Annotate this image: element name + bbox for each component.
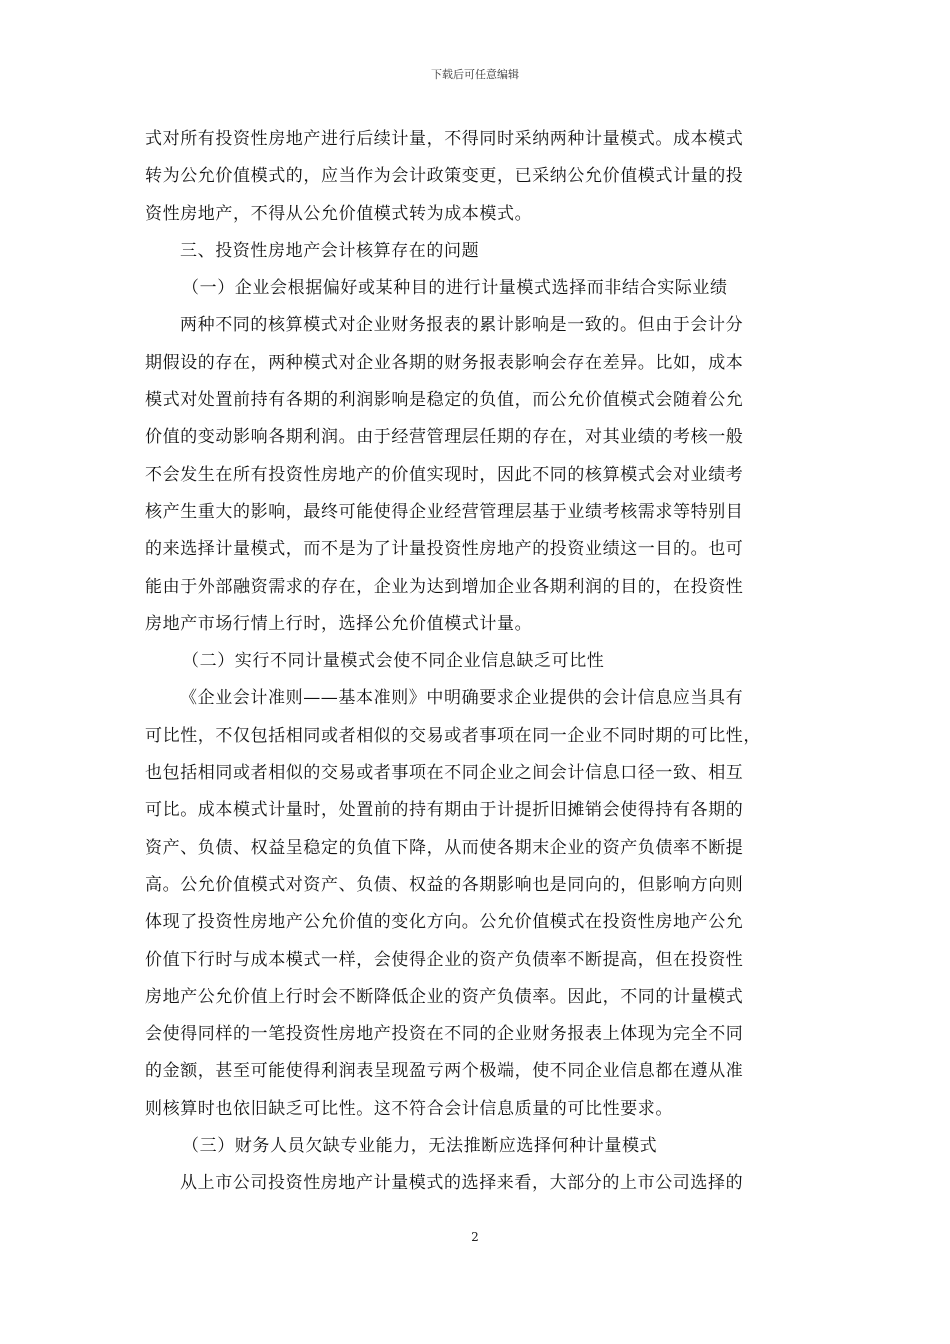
- body-line: 房地产公允价值上行时会不断降低企业的资产负债率。因此，不同的计量模式: [145, 986, 744, 1007]
- page-number: 2: [471, 1230, 479, 1244]
- paragraph-start: 从上市公司投资性房地产计量模式的选择来看，大部分的上市公司选择的: [180, 1173, 744, 1194]
- body-line: 式对所有投资性房地产进行后续计量，不得同时采纳两种计量模式。成本模式: [145, 129, 744, 149]
- body-line: 房地产市场行情上行时，选择公允价值模式计量。: [145, 613, 533, 634]
- section-heading: 三、投资性房地产会计核算存在的问题: [180, 240, 480, 261]
- body-line: 高。公允价值模式对资产、负债、权益的各期影响也是同向的，但影响方向则: [145, 874, 744, 895]
- body-line: 也包括相同或者相似的交易或者事项在不同企业之间会计信息口径一致、相互: [145, 763, 744, 784]
- subsection-heading: （一）企业会根据偏好或某种目的进行计量模式选择而非结合实际业绩: [182, 278, 728, 299]
- body-line: 价值下行时与成本模式一样，会使得企业的资产负债率不断提高，但在投资性: [145, 949, 744, 970]
- page-header: 下载后可任意编辑: [431, 68, 519, 81]
- subsection-heading: （三）财务人员欠缺专业能力，无法推断应选择何种计量模式: [182, 1136, 658, 1157]
- body-line: 期假设的存在，两种模式对企业各期的财务报表影响会存在差异。比如，成本: [145, 352, 744, 373]
- body-line: 核产生重大的影响，最终可能使得企业经营管理层基于业绩考核需求等特别目: [145, 501, 744, 522]
- body-line: 的来选择计量模式，而不是为了计量投资性房地产的投资业绩这一目的。也可: [145, 539, 744, 560]
- subsection-heading: （二）实行不同计量模式会使不同企业信息缺乏可比性: [182, 651, 605, 672]
- body-line: 则核算时也依旧缺乏可比性。这不符合会计信息质量的可比性要求。: [145, 1098, 673, 1119]
- body-line: 转为公允价值模式的，应当作为会计政策变更，已采纳公允价值模式计量的投: [145, 166, 744, 187]
- body-line: 能由于外部融资需求的存在，企业为达到增加企业各期利润的目的，在投资性: [145, 576, 744, 597]
- body-line: 体现了投资性房地产公允价值的变化方向。公允价值模式在投资性房地产公允: [145, 912, 744, 933]
- paragraph-start: 《企业会计准则——基本准则》中明确要求企业提供的会计信息应当具有: [180, 688, 744, 709]
- body-line: 的金额，甚至可能使得利润表呈现盈亏两个极端，使不同企业信息都在遵从准: [145, 1061, 744, 1082]
- body-line: 模式对处置前持有各期的利润影响是稳定的负值，而公允价值模式会随着公允: [145, 390, 744, 411]
- body-line: 可比。成本模式计量时，处置前的持有期由于计提折旧摊销会使得持有各期的: [145, 800, 744, 821]
- body-line: 价值的变动影响各期利润。由于经营管理层任期的存在，对其业绩的考核一般: [145, 427, 744, 448]
- body-line: 资产、负债、权益呈稳定的负值下降，从而使各期末企业的资产负债率不断提: [145, 837, 744, 858]
- document-body: [145, 121, 809, 1203]
- body-line: 会使得同样的一笔投资性房地产投资在不同的企业财务报表上体现为完全不同: [145, 1024, 744, 1045]
- body-line: 不会发生在所有投资性房地产的价值实现时，因此不同的核算模式会对业绩考: [145, 464, 744, 485]
- body-line: 资性房地产，不得从公允价值模式转为成本模式。: [145, 203, 533, 224]
- paragraph-start: 两种不同的核算模式对企业财务报表的累计影响是一致的。但由于会计分: [180, 315, 744, 336]
- body-line: 可比性，不仅包括相同或者相似的交易或者事项在同一企业不同时期的可比性，: [145, 725, 761, 746]
